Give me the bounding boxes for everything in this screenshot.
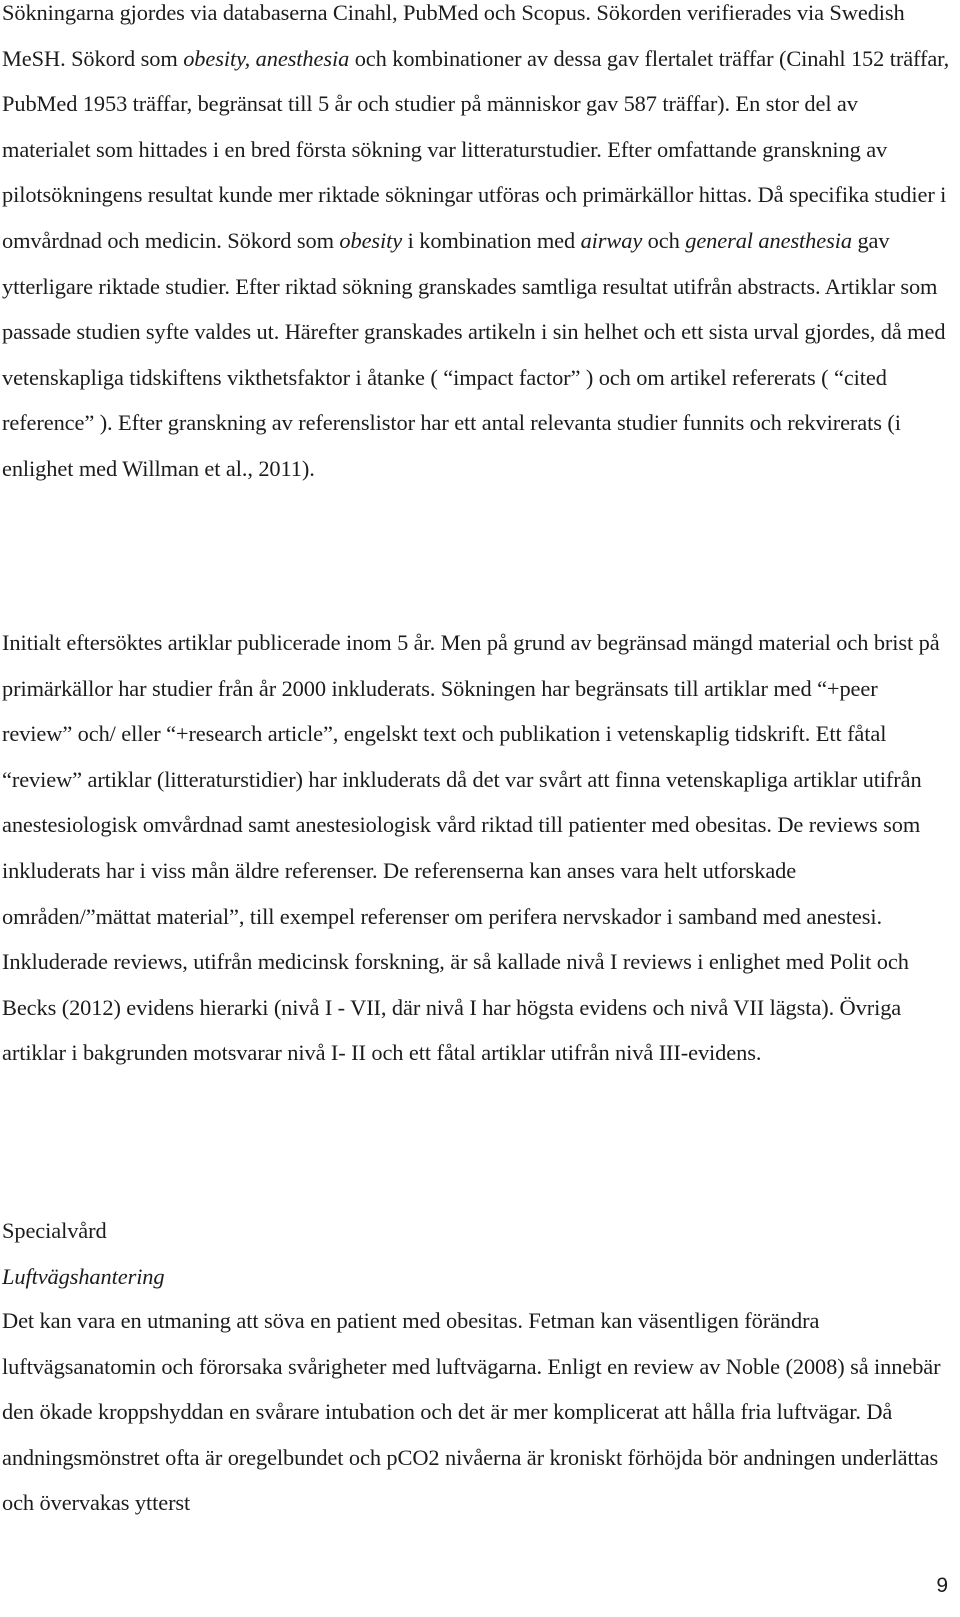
p1-italic-general-anesthesia: general anesthesia: [685, 227, 852, 253]
paragraph-search-method: [2, 0, 950, 492]
p1-text-5: gav ytterligare riktade studier. Efter riktad sökning granskades samtliga resultat utifrån abstracts. Artiklar som passade studien syfte valdes ut. Härefter granskades artikeln i sin helhet och ett sista urval gjordes, då med vetenskapliga tidskiftens vikthetsfaktor i åtanke ( “impact factor” ) och om artikel refererats ( “cited reference” ). Efter granskning av referenslistor har ett antal relevanta studier funnits och rekvirerats (i enlighet med Willman et al., 2011).: [2, 227, 946, 481]
p1-italic-terms: obesity, anesthesia: [183, 45, 350, 71]
p1-text-4: och: [642, 227, 686, 253]
p1-text-3: i kombination med: [402, 227, 581, 253]
p1-italic-obesity: obesity: [339, 227, 403, 253]
p1-text-2: och kombinationer av dessa gav flertalet träffar (Cinahl 152 träffar, PubMed 1953 träffar, begränsat till 5 år och studier på människor gav 587 träffar). En stor del av materialet som hittades i en bred första sökning var litteraturstudier. Efter omfattande granskning av pilotsökningens resultat kunde mer riktade sökningar utföras och primärkällor hittas. Då specifika studier i omvårdnad och medicin. Sökord som: [2, 45, 950, 253]
subsection-heading-luftvagshantering: [2, 1254, 950, 1300]
subsection-heading-text: Luftvägshantering: [2, 1264, 165, 1289]
p1-italic-airway: airway: [580, 227, 643, 253]
paragraph-airway-management: Det kan vara en utmaning att söva en patient med obesitas. Fetman kan väsentligen förändra luftvägsanatomin och förorsaka svårigheter med luftvägarna. Enligt en review av Noble (2008) så innebär den ökade kroppshyddan en svårare intubation och det är mer komplicerat att hålla fria luftvägar. Då andningsmönstret ofta är oregelbundet och pCO2 nivåerna är kroniskt förhöjda bör andningen underlättas och övervakas ytterst: [2, 1308, 941, 1516]
section-heading-specialvard: Specialvård: [2, 1218, 107, 1243]
paragraph-inclusion-criteria: Initialt eftersöktes artiklar publicerade inom 5 år. Men på grund av begränsad mängd material och brist på primärkällor har studier från år 2000 inkluderats. Sökningen har begränsats till artiklar med “+peer review” och/ eller “+research article”, engelskt text och publikation i vetenskaplig tidskrift. Ett fåtal “review” artiklar (litteraturstidier) har inkluderats då det var svårt att finna vetenskapliga artiklar utifrån anestesiologisk omvårdnad samt anestesiologisk vård riktad till patienter med obesitas. De reviews som inkluderats har i viss mån äldre referenser. De referenserna kan anses vara helt utforskade områden/”mättat material”, till exempel referenser om perifera nervskador i samband med anestesi. Inkluderade reviews, utifrån medicinsk forskning, är så kallade nivå I reviews i enlighet med Polit och Becks (2012) evidens hierarki (nivå I - VII, där nivå I har högsta evidens och nivå VII lägsta). Övriga artiklar i bakgrunden motsvarar nivå I- II och ett fåtal artiklar utifrån nivå III-evidens.: [2, 630, 940, 1066]
p1-text-1: Sökningarna gjordes via databaserna Cinahl, PubMed och Scopus. Sökorden verifierades via Swedish MeSH. Sökord som: [2, 0, 905, 71]
page-number: 9: [936, 1574, 948, 1597]
